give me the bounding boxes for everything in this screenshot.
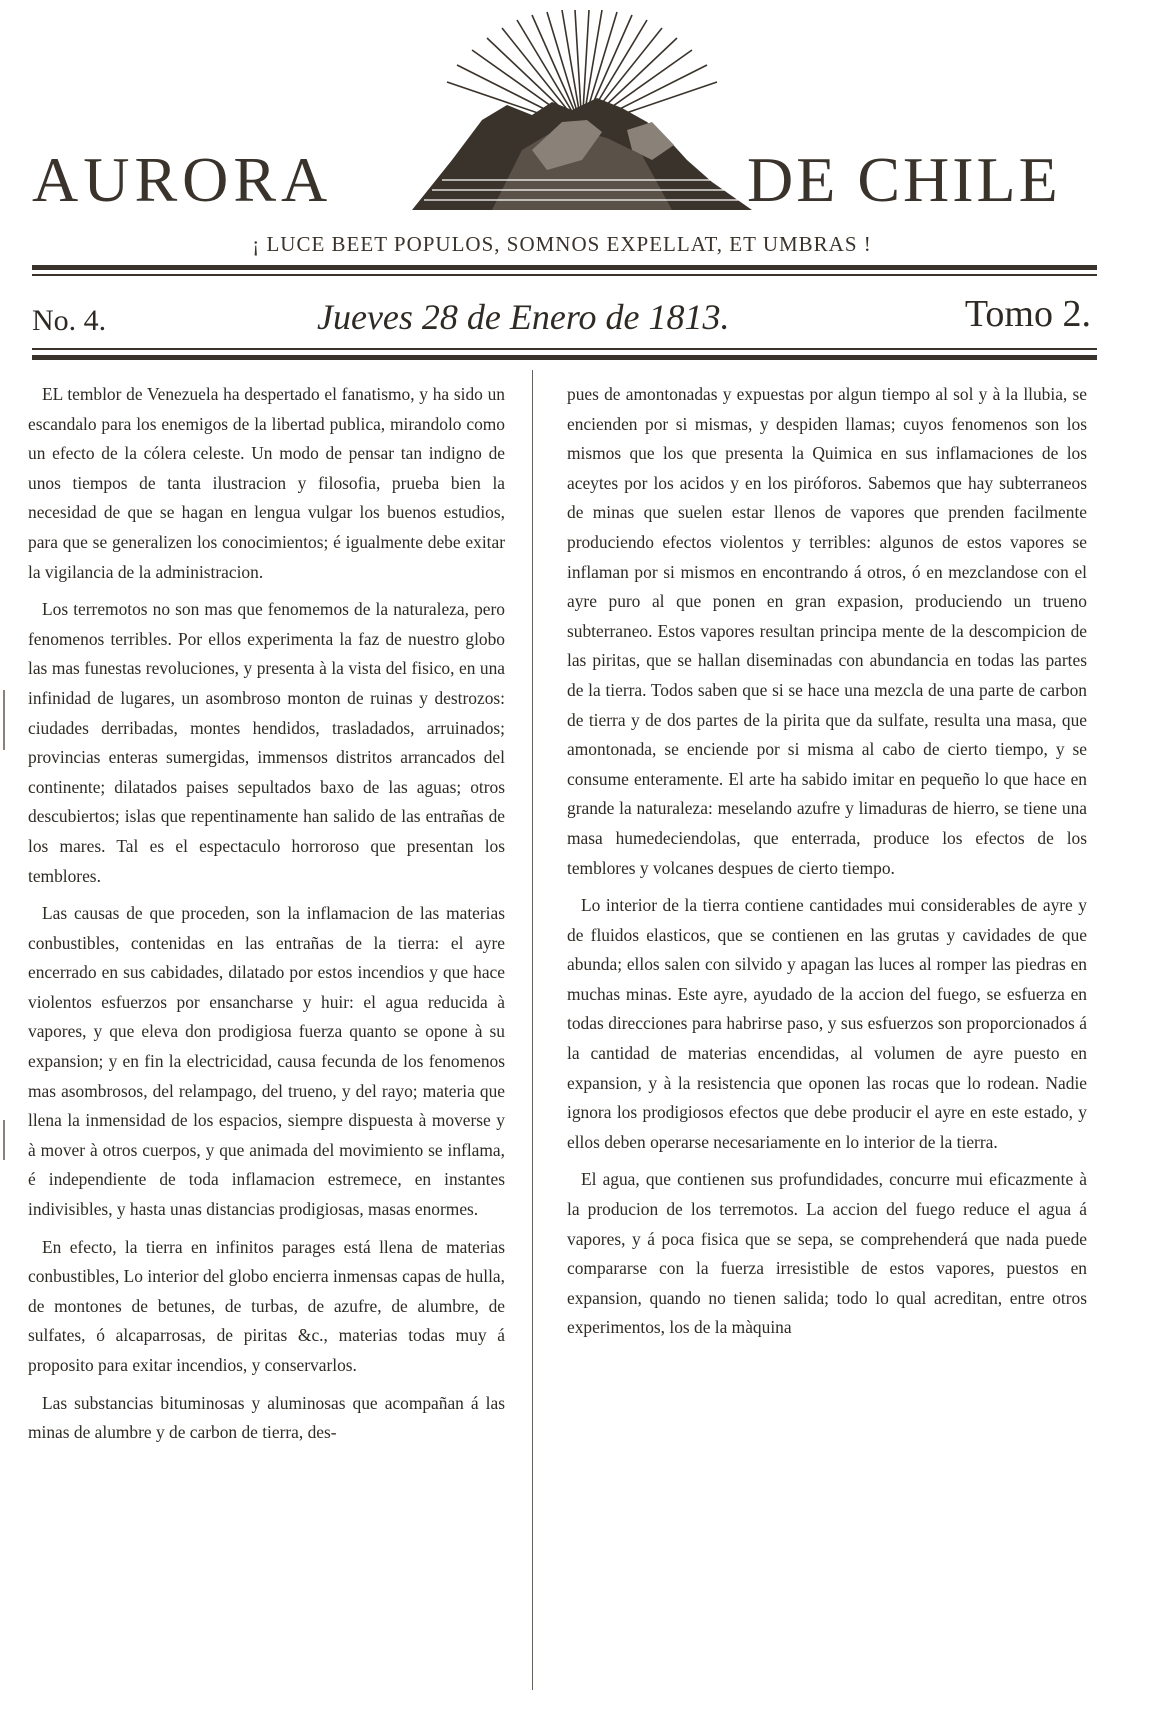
paragraph: Las causas de que proceden, son la inflamacion de las materias conbustibles, contenidas en las entrañas de la tierra: el ayre encerrado en sus cabidades, dilatado por estos incendios y que hace violentos esfuerzos por ensancharse y huir: el agua reducida à vapores, y que eleva don prodigiosa fuerza quanto se opone à su expansion; y en fin la electricidad, causa fecunda de los fenomenos mas asombrosos, del relampago, del trueno, y del rayo; materia que llena la inmensidad de los espacios, siempre dispuesta à moverse y à mover à otros cuerpos, y que animada del movimiento se inflama, é independiente de toda inflamacion estremece, en instantes indivisibles, y hasta unas distancias prodigiosas, masas enormes.: [28, 903, 505, 1220]
masthead-title-right: DE CHILE: [747, 144, 1061, 215]
scan-edge-mark: [3, 1120, 5, 1160]
paragraph: EL temblor de Venezuela ha despertado el fanatismo, y ha sido un escandalo para los enemigos de la libertad publica, mirandolo como un efecto de la cólera celeste. Un modo de pensar tan indigno de unos tiempos de tanta ilustracion y filosofia, prueba bien la necesidad de que se hagan en lengua vulgar los buenos estudios, para que se generalizen los conocimientos; é igualmente debe exitar la vigilancia de la administracion.: [28, 384, 505, 582]
paragraph: Los terremotos no son mas que fenomemos de la naturaleza, pero fenomenos terribles. Por ellos experimenta la faz de nuestro globo las mas funestas revoluciones, y presenta à la vista del fisico, en una infinidad de lugares, un asombroso monton de ruinas y destrozos: ciudades derribadas, montes hendidos, trasladados, arruinados; provincias enteras sumergidas, immensos distritos arrancados del continente; dilatados paises sepultados baxo de las aguas; otros descubiertos; islas que repentinamente han salido de las entrañas de los mares. Tal es el espectaculo horroroso que presentan los temblores.: [28, 599, 505, 886]
column-divider: [532, 370, 533, 1690]
scan-edge-mark: [3, 690, 5, 750]
masthead-motto: ¡ LUCE BEET POPULOS, SOMNOS EXPELLAT, ET UMBRAS !: [252, 232, 872, 256]
masthead: [32, 10, 1092, 260]
paragraph: En efecto, la tierra en infinitos parages está llena de materias conbustibles, Lo interior del globo encierra inmensas capas de hulla, de montones de betunes, de turbas, de azufre, de alumbre, de sulfates, ó alcaparrosas, de piritas &c., materias todas muy á proposito para exitar incendios, y conservarlos.: [28, 1236, 505, 1375]
paragraph: Lo interior de la tierra contiene cantidades mui considerables de ayre y de fluidos elasticos, que se contienen en las grutas y cavidades de que abunda; ellos salen con silvido y apagan las luces al romper las piedras en muchas minas. Este ayre, ayudado de la accion del fuego, se esfuerza en todas direcciones para habrirse paso, y sus esfuerzos son proporcionados á la cantidad de materias encendidas, al volumen de ayre puesto en expansion, y à la resistencia que oponen las rocas que lo rodean. Nadie ignora los prodigiosos efectos que debe producir el ayre en este estado, y ellos deben operarse necesariamente en lo interior de la tierra.: [567, 895, 1087, 1152]
rule-divider: [32, 265, 1097, 270]
rule-divider: [32, 355, 1097, 360]
paragraph: Las substancias bituminosas y aluminosas que acompañan á las minas de alumbre y de carbon de tierra, des-: [28, 1392, 505, 1443]
issue-date: Jueves 28 de Enero de 1813.: [317, 297, 730, 337]
paragraph: El agua, que contienen sus profundidades, concurre mui eficazmente à la producion de los terremotos. La accion del fuego reduce el agua á vapores, y á poca fisica que se sepa, se comprehenderá que nada puede compararse con la fuerza irresistible de estos vapores, puestos en expansion, quando no tienen salida; todo lo qual acreditan, entre otros experimentos, los de la màquina: [567, 1169, 1087, 1338]
rule-divider: [32, 274, 1097, 276]
issue-volume: Tomo 2.: [964, 293, 1091, 335]
masthead-title-left: AURORA: [32, 144, 333, 215]
article-column-left: [28, 380, 505, 1456]
issue-line: [32, 288, 1097, 338]
rule-divider: [32, 348, 1097, 350]
rising-sun-emblem: [412, 10, 752, 225]
paragraph: pues de amontonadas y expuestas por algun tiempo al sol y à la llubia, se encienden por si mismas, y despiden llamas; cuyos fenomenos son los mismos que los que presenta la Quimica en sus inflamaciones de los aceytes por los acidos y en los piróforos. Sabemos que hay subterraneos de minas que suelen estar llenos de vapores que prenden facilmente produciendo efectos violentos y terribles: algunos de estos vapores se inflaman por si mismos en encontrando á otros, ó en mezclandose con el ayre puro al que ponen en gran expasion, produciendo un trueno subterraneo. Estos vapores resultan principa mente de la descompicion de las piritas, que se hallan diseminadas con abundancia en todas las partes de la tierra. Todos saben que si se hace una mezcla de una parte de carbon de tierra y de dos partes de la pirita que da sulfate, resulta una masa, que amontonada, se enciende por si misma al cabo de cierto tiempo, y se consume enteramente. El arte ha sabido imitar en pequeño lo que hace en grande la naturaleza: meselando azufre y limaduras de hierro, se tiene una masa humedeciendolas, que enterrada, produce los efectos de los temblores y volcanes despues de cierto tiempo.: [567, 384, 1087, 878]
article-column-right: [567, 380, 1087, 1351]
issue-number: No. 4.: [32, 304, 107, 337]
